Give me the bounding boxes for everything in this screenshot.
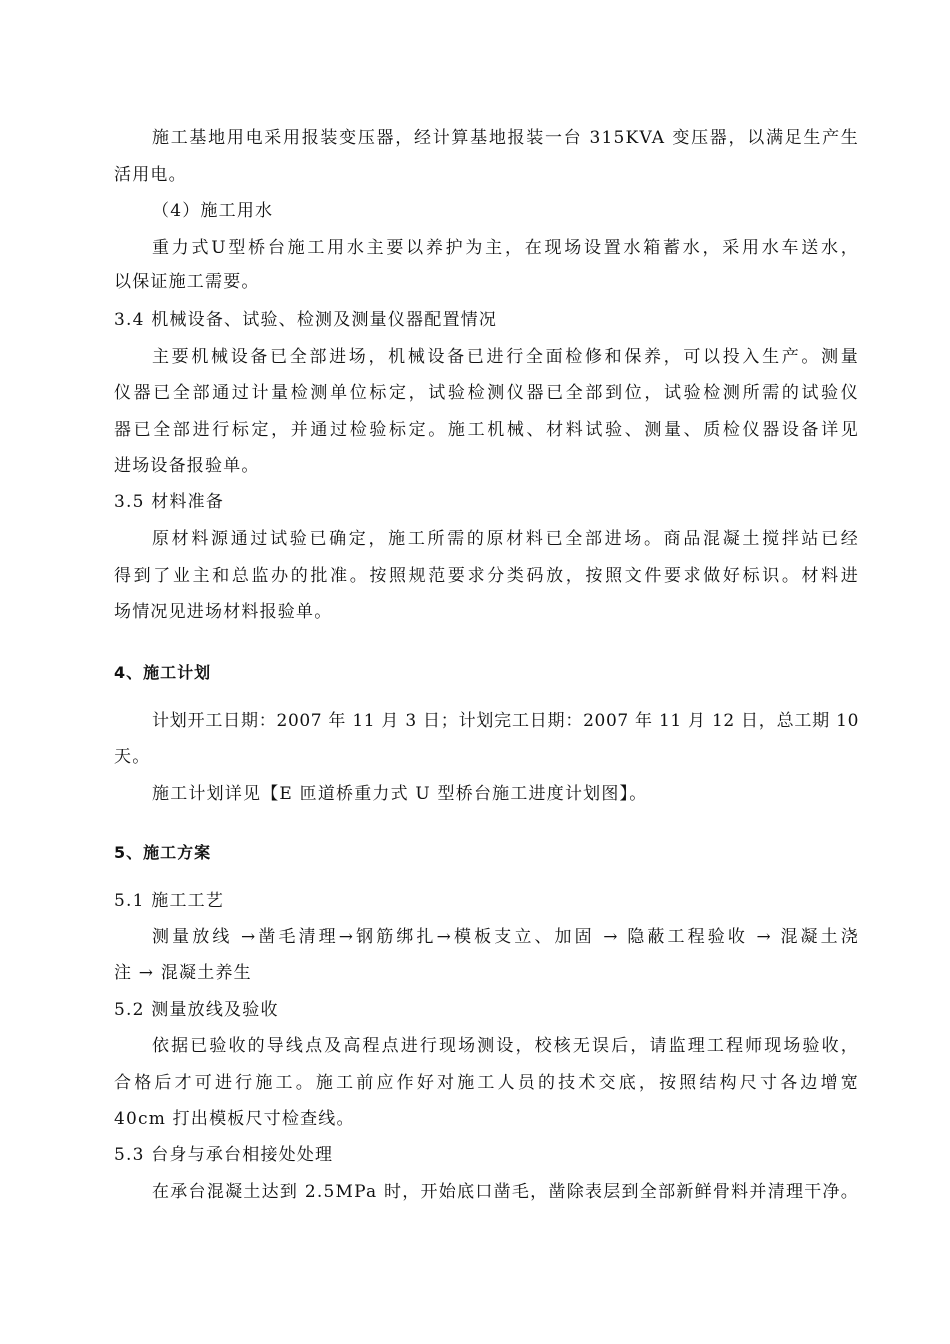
paragraph-line: 合格后才可进行施工。施工前应作好对施工人员的技术交底，按照结构尺寸各边增宽 bbox=[114, 1073, 859, 1093]
paragraph-line: 进场设备报验单。 bbox=[114, 456, 260, 476]
paragraph-line: 施工计划详见【E 匝道桥重力式 U 型桥台施工进度计划图】。 bbox=[152, 784, 648, 804]
paragraph-line: 计划开工日期：2007 年 11 月 3 日；计划完工日期：2007 年 11 月 12 日，总工期 10 bbox=[152, 711, 859, 731]
subheading: （4）施工用水 bbox=[152, 201, 274, 221]
chapter-heading-4: 4、施工计划 bbox=[114, 663, 212, 682]
paragraph-line: 以保证施工需要。 bbox=[114, 272, 260, 292]
paragraph-line: 测量放线 →凿毛清理→钢筋绑扎→模板支立、加固 → 隐蔽工程验收 → 混凝土浇 bbox=[152, 927, 859, 947]
paragraph-line: 天。 bbox=[114, 747, 151, 767]
paragraph-line: 场情况见进场材料报验单。 bbox=[114, 602, 333, 622]
paragraph-line: 40cm 打出模板尺寸检查线。 bbox=[114, 1109, 355, 1129]
chapter-heading-5: 5、施工方案 bbox=[114, 843, 212, 862]
paragraph-line: 施工基地用电采用报装变压器，经计算基地报装一台 315KVA 变压器，以满足生产生 bbox=[152, 128, 859, 148]
section-heading-3-4: 3.4 机械设备、试验、检测及测量仪器配置情况 bbox=[114, 310, 498, 330]
section-heading-5-1: 5.1 施工工艺 bbox=[114, 891, 225, 911]
paragraph-line: 主要机械设备已全部进场，机械设备已进行全面检修和保养，可以投入生产。测量 bbox=[152, 347, 859, 367]
paragraph-line: 仪器已全部通过计量检测单位标定，试验检测仪器已全部到位，试验检测所需的试验仪 bbox=[114, 383, 859, 403]
section-heading-5-2: 5.2 测量放线及验收 bbox=[114, 1000, 279, 1020]
paragraph-line: 活用电。 bbox=[114, 165, 187, 185]
paragraph-line: 在承台混凝土达到 2.5MPa 时，开始底口凿毛，凿除表层到全部新鲜骨料并清理干净。 bbox=[152, 1182, 859, 1202]
section-heading-3-5: 3.5 材料准备 bbox=[114, 492, 225, 512]
paragraph-line: 注 → 混凝土养生 bbox=[114, 963, 252, 983]
paragraph-line: 重力式U型桥台施工用水主要以养护为主，在现场设置水箱蓄水，采用水车送水， bbox=[152, 238, 859, 258]
paragraph-line: 得到了业主和总监办的批准。按照规范要求分类码放，按照文件要求做好标识。材料进 bbox=[114, 566, 859, 586]
paragraph-line: 器已全部进行标定，并通过检验标定。施工机械、材料试验、测量、质检仪器设备详见 bbox=[114, 420, 859, 440]
section-heading-5-3: 5.3 台身与承台相接处处理 bbox=[114, 1145, 334, 1165]
paragraph-line: 依据已验收的导线点及高程点进行现场测设，校核无误后，请监理工程师现场验收， bbox=[152, 1036, 859, 1056]
paragraph-line: 原材料源通过试验已确定，施工所需的原材料已全部进场。商品混凝土搅拌站已经 bbox=[152, 529, 859, 549]
